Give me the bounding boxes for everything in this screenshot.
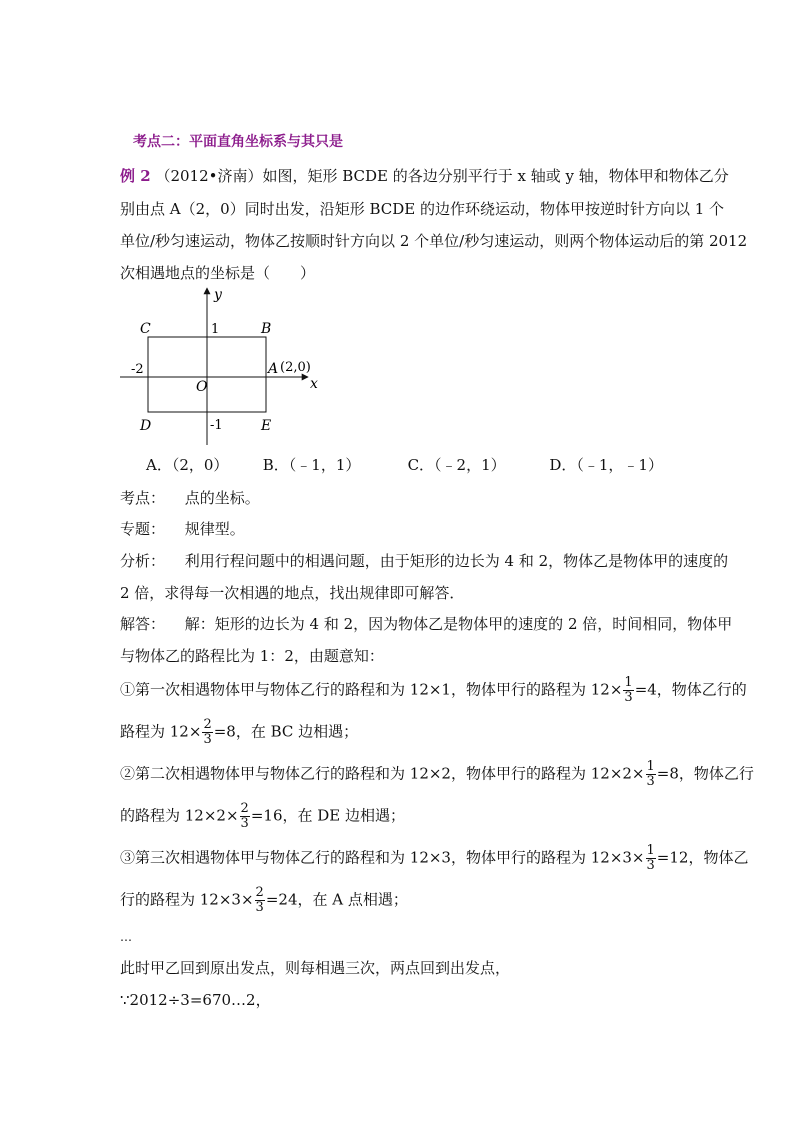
x-axis-label: x — [310, 376, 318, 392]
tick-neg1: -1 — [210, 418, 223, 433]
step2-text-c: 的路程为 12×2× — [120, 806, 239, 825]
fenxi-text-1: 利用行程问题中的相遇问题，由于矩形的边长为 4 和 2，物体乙是物体甲的速度的 — [184, 552, 729, 570]
conclusion-line: 此时甲乙回到原出发点，则每相遇三次，两点回到出发点， — [120, 959, 511, 977]
zhuanti-text: 规律型。 — [184, 520, 245, 538]
example-line-3: 单位/秒匀速运动，物体乙按顺时针方向以 2 个单位/秒匀速运动，则两个物体运动后的第 2012 — [120, 232, 748, 250]
choice-a: A．（2，0） — [146, 456, 229, 474]
y-axis-label: y — [214, 287, 222, 303]
jieda-text-1: 解：矩形的边长为 4 和 2，因为物体乙是物体甲的速度的 2 倍，时间相同，物体甲 — [184, 615, 733, 633]
fraction — [255, 886, 265, 915]
example-text-1: （2012•济南）如图，矩形 BCDE 的各边分别平行于 x 轴或 y 轴，物体甲和物体乙分 — [155, 167, 729, 185]
example-line-2: 别由点 A（2，0）同时出发，沿矩形 BCDE 的边作环绕运动，物体甲按逆时针方向以 1 个 — [120, 200, 725, 218]
ellipsis-line: … — [120, 930, 132, 944]
point-e-label: E — [261, 418, 272, 434]
point-c-label: C — [140, 321, 151, 337]
fraction-numerator: 2 — [255, 885, 264, 900]
kaodian-text: 点的坐标。 — [184, 489, 260, 507]
tick-1: 1 — [211, 322, 220, 337]
answer-choices — [146, 455, 663, 475]
zhuanti-label: 专题： — [120, 520, 166, 538]
point-a-coords: (2,0) — [280, 360, 311, 375]
choice-d: D．（﹣1，﹣1） — [549, 456, 663, 474]
step1-text-c: 路程为 12× — [120, 722, 202, 741]
example-line-4: 次相遇地点的坐标是（ ） — [120, 264, 316, 282]
tick-neg2: -2 — [131, 362, 144, 377]
because-line: ∵2012÷3=670…2， — [120, 991, 271, 1009]
kaodian-label: 考点： — [120, 489, 166, 507]
step2-text-b: =8，物体乙行 — [656, 764, 754, 783]
section-heading: 考点二：平面直角坐标系与其只是 — [133, 134, 343, 150]
fraction-numerator: 2 — [203, 717, 212, 732]
kaodian-line — [120, 488, 260, 508]
step3-text-b: =12，物体乙 — [656, 848, 749, 867]
fraction-denominator: 3 — [203, 732, 212, 747]
step1-text-a: ①第一次相遇物体甲与物体乙行的路程和为 12×1，物体甲行的路程为 12× — [120, 680, 623, 699]
choice-c: C．（﹣2，1） — [407, 456, 506, 474]
fraction — [240, 802, 250, 831]
example-label: 例 2 — [120, 167, 151, 185]
fraction-denominator: 3 — [255, 900, 264, 915]
step1-line-2 — [120, 718, 358, 747]
step3-text-c: 行的路程为 12×3× — [120, 890, 254, 909]
step1-text-b: =4，物体乙行的 — [634, 680, 747, 699]
point-a-label: A — [268, 361, 279, 377]
fraction-numerator: 2 — [240, 801, 249, 816]
fraction-numerator: 1 — [624, 675, 633, 690]
step1-text-d: =8，在 BC 边相遇； — [213, 722, 359, 741]
point-d-label: D — [140, 418, 152, 434]
choice-b: B．（﹣1，1） — [262, 456, 361, 474]
fraction — [623, 676, 633, 705]
step1-line-1 — [120, 676, 747, 705]
fraction-denominator: 3 — [646, 858, 655, 873]
jieda-label: 解答： — [120, 615, 166, 633]
fenxi-line-1 — [120, 551, 728, 571]
step2-text-d: =16，在 DE 边相遇； — [250, 806, 405, 825]
fraction-denominator: 3 — [624, 690, 633, 705]
step2-line-2 — [120, 802, 405, 831]
jieda-line-1 — [120, 614, 732, 634]
fraction-numerator: 1 — [646, 759, 655, 774]
jieda-line-2: 与物体乙的路程比为 1：2，由题意知： — [120, 647, 384, 665]
fraction — [202, 718, 212, 747]
fraction — [646, 760, 656, 789]
step3-text-d: =24，在 A 点相遇； — [265, 890, 408, 909]
fraction-denominator: 3 — [646, 774, 655, 789]
fenxi-line-2: 2 倍，求得每一次相遇的地点，找出规律即可解答． — [120, 584, 465, 602]
point-b-label: B — [261, 321, 272, 337]
step2-line-1 — [120, 760, 754, 789]
fraction — [646, 844, 656, 873]
fenxi-label: 分析： — [120, 552, 166, 570]
fraction-numerator: 1 — [646, 843, 655, 858]
step3-text-a: ③第三次相遇物体甲与物体乙行的路程和为 12×3，物体甲行的路程为 12×3× — [120, 848, 645, 867]
fraction-denominator: 3 — [240, 816, 249, 831]
step3-line-1 — [120, 844, 748, 873]
step2-text-a: ②第二次相遇物体甲与物体乙行的路程和为 12×2，物体甲行的路程为 12×2× — [120, 764, 645, 783]
step3-line-2 — [120, 886, 408, 915]
origin-label: O — [196, 379, 208, 395]
zhuanti-line — [120, 519, 245, 539]
